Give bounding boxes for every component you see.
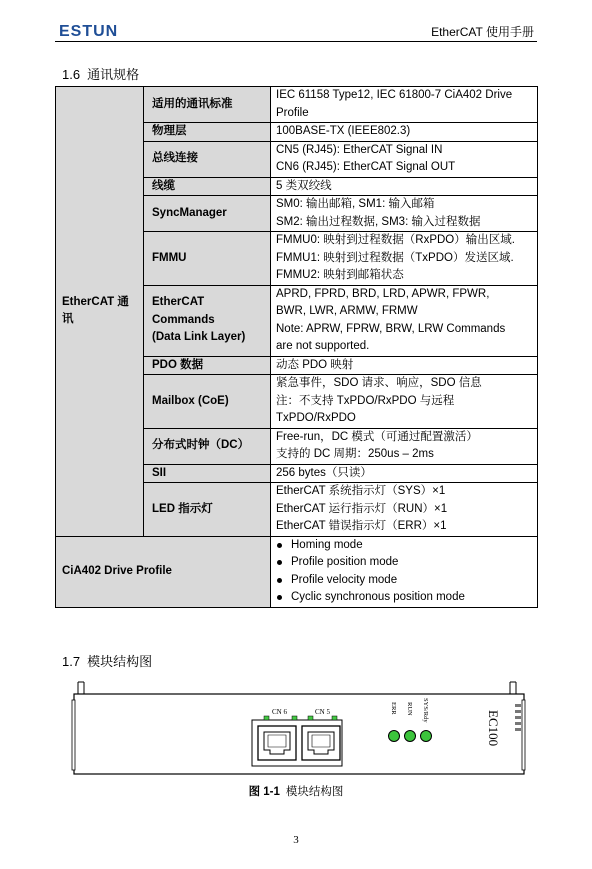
row-label: 线缆 — [144, 177, 271, 196]
err-led — [389, 731, 400, 742]
value-line: SM0: 输出邮箱, SM1: 输入邮箱 — [276, 198, 435, 210]
spec-table — [55, 86, 538, 608]
value-line: Free-run，DC 模式（可通过配置激活） — [276, 430, 478, 443]
row-value — [271, 428, 538, 464]
cn5-label: CN 5 — [315, 708, 330, 716]
row-label: PDO 数据 — [144, 356, 271, 375]
value-line: TxPDO/RxPDO — [276, 412, 356, 424]
value-line: 紧急事件，SDO 请求、响应，SDO 信息 — [276, 377, 482, 389]
row-label: SyncManager — [144, 196, 271, 232]
row-value — [271, 375, 538, 429]
value-line: 100BASE-TX (IEEE802.3) — [276, 125, 411, 137]
spec-table-body — [56, 87, 538, 608]
row-value — [271, 285, 538, 356]
run-led — [405, 731, 416, 742]
value-line: are not supported. — [276, 340, 370, 352]
module-drawing — [70, 680, 532, 776]
section-number: 1.6 — [62, 67, 81, 82]
section-title: 模块结构图 — [87, 654, 153, 669]
category-cia402: CiA402 Drive Profile — [56, 536, 271, 607]
sys-led — [421, 731, 432, 742]
right-edge — [522, 700, 525, 770]
row-value — [271, 123, 538, 142]
value-line: FMMU0: 映射到过程数据（RxPDO）输出区域. — [276, 234, 515, 246]
row-value — [271, 356, 538, 375]
value-line: 动态 PDO 映射 — [276, 358, 354, 371]
header-divider — [55, 41, 537, 42]
value-line: FMMU2: 映射到邮箱状态 — [276, 269, 404, 281]
value-line: EtherCAT 系统指示灯（SYS）×1 — [276, 485, 446, 497]
row-label: Mailbox (CoE) — [144, 375, 271, 429]
list-item: Profile position mode — [276, 554, 532, 572]
list-item: Profile velocity mode — [276, 572, 532, 590]
row-label: 适用的通讯标准 — [144, 87, 271, 123]
row-value — [271, 464, 538, 483]
list-item: Cyclic synchronous position mode — [276, 589, 532, 607]
category-ethercat: EtherCAT 通讯 — [56, 87, 144, 537]
left-mount-tab — [78, 682, 84, 694]
row-label: SII — [144, 464, 271, 483]
estun-logo — [59, 23, 121, 42]
row-label — [144, 285, 271, 356]
cn6-link-led — [264, 716, 269, 720]
section-heading-1-6 — [62, 64, 139, 83]
header-title: EtherCAT 使用手册 — [431, 25, 534, 39]
cn6-label: CN 6 — [272, 708, 287, 716]
caption-text: 模块结构图 — [285, 786, 344, 798]
model-label: EC100 — [486, 710, 501, 747]
row-value — [271, 196, 538, 232]
list-item: Homing mode — [276, 537, 532, 555]
figure-caption — [0, 783, 592, 799]
module-structure-diagram — [70, 680, 532, 781]
value-line: 支持的 DC 周期：250us – 2ms — [276, 448, 434, 460]
estun-logo-mark — [59, 23, 121, 37]
cn5-port[interactable] — [302, 726, 340, 760]
cn6-act-led — [292, 716, 297, 720]
value-line: FMMU1: 映射到过程数据（TxPDO）发送区域. — [276, 251, 514, 264]
row-label: 分布式时钟（DC） — [144, 428, 271, 464]
section-heading-1-7 — [62, 651, 152, 670]
table-row — [56, 87, 538, 123]
value-line: CN6 (RJ45): EtherCAT Signal OUT — [276, 161, 456, 173]
label-line: Commands — [152, 313, 215, 326]
left-edge — [72, 700, 75, 770]
value-line: 5 类双绞线 — [276, 179, 332, 192]
value-line: Note: APRW, FPRW, BRW, LRW Commands — [276, 322, 506, 335]
cn5-link-led — [308, 716, 313, 720]
value-line: EtherCAT 错误指示灯（ERR）×1 — [276, 520, 447, 532]
label-line: (Data Link Layer) — [152, 331, 246, 344]
page-number: 3 — [293, 834, 299, 846]
logo-text: ESTUN — [59, 23, 119, 37]
row-label: 总线连接 — [144, 141, 271, 177]
row-label: LED 指示灯 — [144, 483, 271, 537]
value-line: SM2: 输出过程数据, SM3: 输入过程数据 — [276, 215, 481, 228]
row-label: 物理层 — [144, 123, 271, 142]
value-line: CN5 (RJ45): EtherCAT Signal IN — [276, 143, 443, 156]
label-line: EtherCAT — [152, 296, 205, 309]
cia402-mode-list — [276, 537, 532, 607]
err-label: ERR — [390, 702, 397, 715]
right-mount-tab — [510, 682, 516, 694]
row-value — [271, 177, 538, 196]
row-value — [271, 87, 538, 123]
row-value — [271, 232, 538, 286]
value-line: EtherCAT 运行指示灯（RUN）×1 — [276, 502, 448, 515]
table-row — [56, 536, 538, 607]
sys-label: SYS/Rdy — [422, 698, 429, 723]
caption-prefix: 图 1-1 — [248, 786, 280, 798]
run-label: RUN — [406, 702, 413, 716]
row-label: FMMU — [144, 232, 271, 286]
section-number: 1.7 — [62, 654, 81, 669]
value-line: BWR, LWR, ARMW, FRMW — [276, 305, 418, 317]
row-value — [271, 536, 538, 607]
value-line: IEC 61158 Type12, IEC 61800-7 CiA402 Drive — [276, 89, 513, 101]
cn5-act-led — [332, 716, 337, 720]
value-line: APRD, FPRD, BRD, LRD, APWR, FPWR, — [276, 287, 490, 300]
cn6-port[interactable] — [258, 726, 296, 760]
row-value — [271, 483, 538, 537]
value-line: Profile — [276, 106, 309, 119]
value-line: 注：不支持 TxPDO/RxPDO 与远程 — [276, 394, 455, 407]
section-title: 通讯规格 — [87, 67, 140, 82]
value-line: 256 bytes（只读） — [276, 466, 372, 479]
row-value — [271, 141, 538, 177]
